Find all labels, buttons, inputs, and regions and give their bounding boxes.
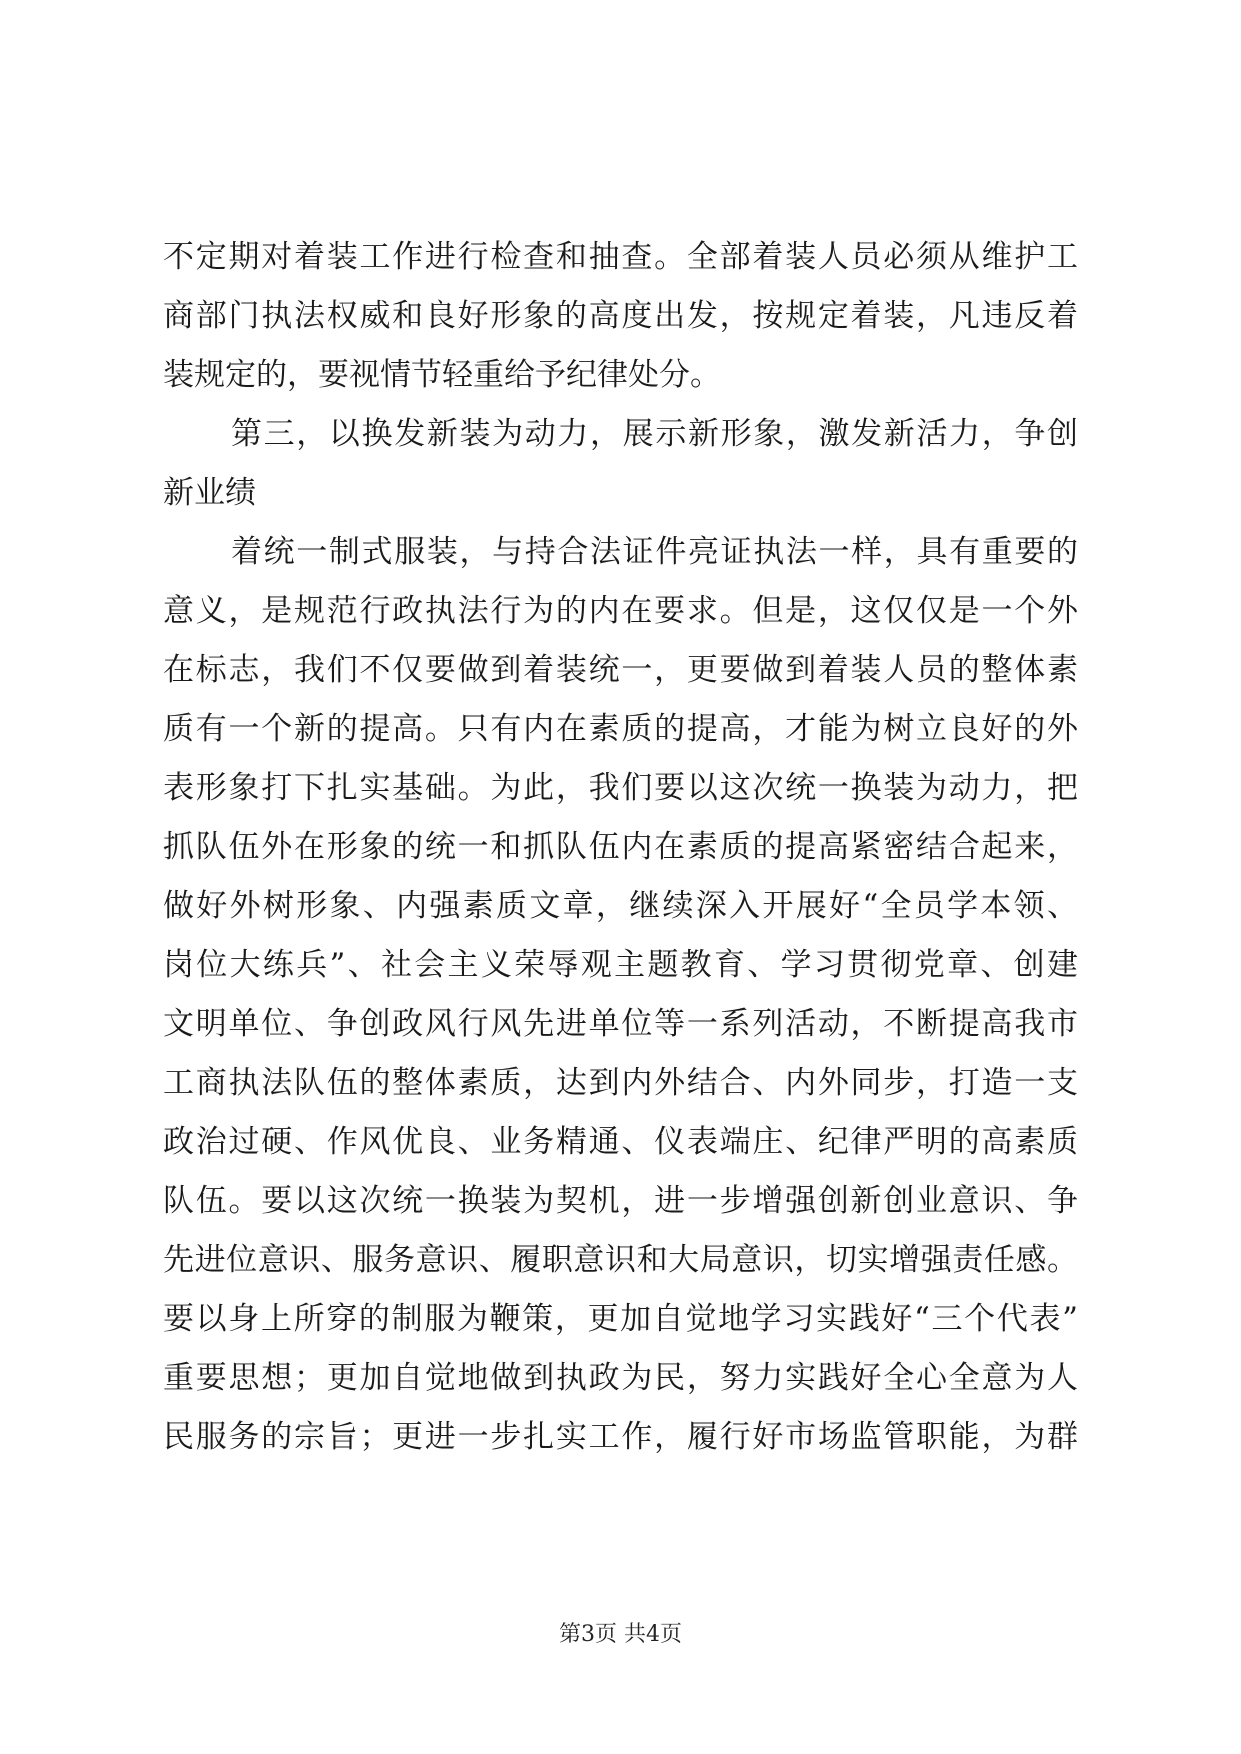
document-body xyxy=(163,228,1078,1467)
text-line: 表形象打下扎实基础。为此，我们要以这次统一换装为动力，把 xyxy=(163,770,1078,806)
text-line: 要以身上所穿的制服为鞭策，更加自觉地学习实践好“三个代表” xyxy=(163,1301,1078,1337)
section-heading-line: 第三，以换发新装为动力，展示新形象，激发新活力，争创 xyxy=(231,416,1078,452)
text-line: 民服务的宗旨；更进一步扎实工作，履行好市场监管职能，为群 xyxy=(163,1419,1078,1455)
text-line: 文明单位、争创政风行风先进单位等一系列活动，不断提高我市 xyxy=(163,1006,1078,1042)
text-line: 重要思想；更加自觉地做到执政为民，努力实践好全心全意为人 xyxy=(163,1360,1078,1396)
text-line: 质有一个新的提高。只有内在素质的提高，才能为树立良好的外 xyxy=(163,711,1078,747)
text-line: 岗位大练兵”、社会主义荣辱观主题教育、学习贯彻党章、创建 xyxy=(163,947,1078,983)
text-line: 着统一制式服装，与持合法证件亮证执法一样，具有重要的 xyxy=(231,534,1078,570)
text-line: 装规定的，要视情节轻重给予纪律处分。 xyxy=(163,357,721,393)
text-line: 抓队伍外在形象的统一和抓队伍内在素质的提高紧密结合起来， xyxy=(163,829,1078,865)
text-line: 在标志，我们不仅要做到着装统一，更要做到着装人员的整体素 xyxy=(163,652,1078,688)
text-line: 政治过硬、作风优良、业务精通、仪表端庄、纪律严明的高素质 xyxy=(163,1124,1078,1160)
text-line: 不定期对着装工作进行检查和抽查。全部着装人员必须从维护工 xyxy=(163,239,1078,275)
page-footer: 第3页 共4页 xyxy=(559,1622,682,1647)
text-line: 队伍。要以这次统一换装为契机，进一步增强创新创业意识、争 xyxy=(163,1183,1078,1219)
text-line: 商部门执法权威和良好形象的高度出发，按规定着装，凡违反着 xyxy=(163,298,1078,334)
text-line: 做好外树形象、内强素质文章，继续深入开展好“全员学本领、 xyxy=(163,888,1078,924)
text-line: 工商执法队伍的整体素质，达到内外结合、内外同步，打造一支 xyxy=(163,1065,1078,1101)
text-line: 先进位意识、服务意识、履职意识和大局意识，切实增强责任感。 xyxy=(163,1242,1078,1278)
section-heading-line: 新业绩 xyxy=(163,475,256,511)
text-line: 意义，是规范行政执法行为的内在要求。但是，这仅仅是一个外 xyxy=(163,593,1078,629)
